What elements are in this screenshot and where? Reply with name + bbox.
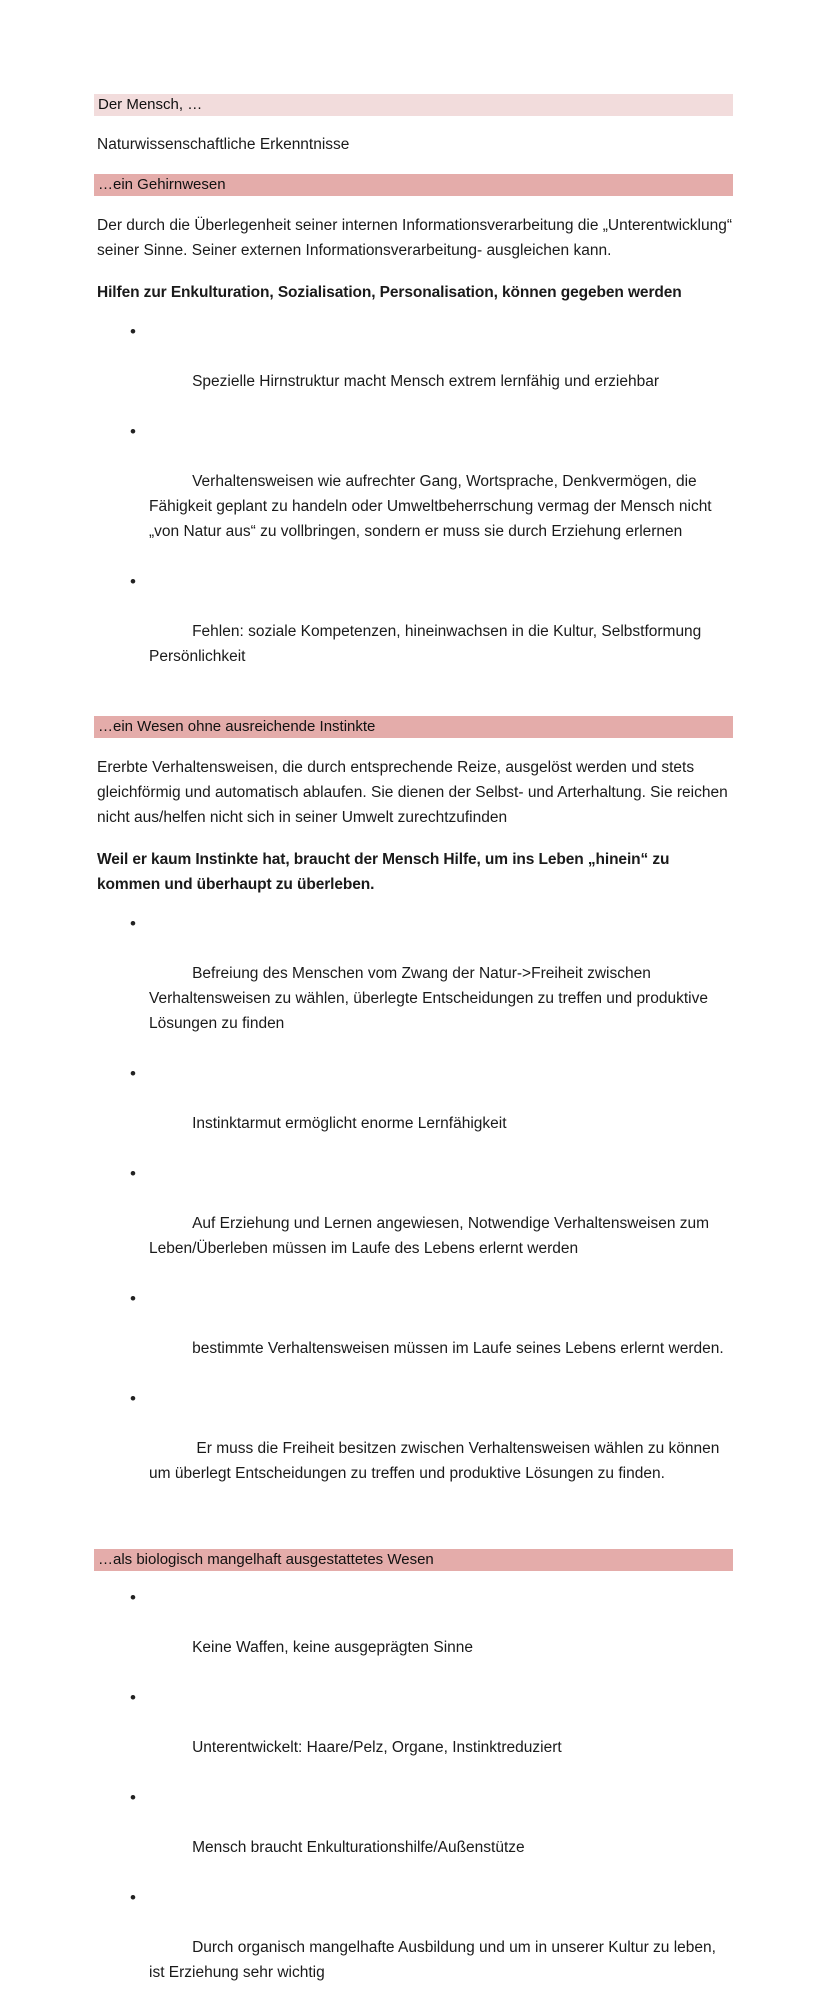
list-item	[94, 1286, 733, 1386]
bullet-dot-icon: •	[130, 1588, 136, 1607]
list-item	[94, 1161, 733, 1286]
section-bold-statement-1: Hilfen zur Enkulturation, Sozialisation, Personalisation, können gegeben werden	[97, 284, 682, 301]
section-bullet-list-3	[94, 1585, 733, 2010]
bullet-dot-icon: •	[130, 1289, 136, 1308]
section-paragraph-1: Der durch die Überlegenheit seiner internen Informationsverarbeitung die „Unterentwicklung“ seiner Sinne. Seiner externen Informationsverarbeitung- ausgleichen kann.	[97, 217, 732, 259]
bullet-dot-icon: •	[130, 1688, 136, 1707]
list-item-text: Verhaltensweisen wie aufrechter Gang, Wortsprache, Denkvermögen, die Fähigkeit geplant zu handeln oder Umweltbeherrschung vermag der Mensch nicht „von Natur aus“ zu vollbringen, sondern er muss sie durch Erziehung erlernen	[149, 473, 716, 540]
bullet-dot-icon: •	[130, 1064, 136, 1083]
list-item	[94, 1885, 733, 2010]
document-subtitle: Naturwissenschaftliche Erkenntnisse	[97, 136, 350, 153]
list-item-text: Befreiung des Menschen vom Zwang der Natur->Freiheit zwischen Verhaltensweisen zu wählen, überlegte Entscheidungen zu treffen und produktive Lösungen zu finden	[149, 965, 713, 1032]
list-item-text: Unterentwickelt: Haare/Pelz, Organe, Instinktreduziert	[192, 1739, 562, 1756]
list-item-text: Instinktarmut ermöglicht enorme Lernfähigkeit	[192, 1115, 507, 1132]
section-gehirnwesen	[94, 174, 733, 694]
list-item	[94, 1785, 733, 1885]
list-item-text: Keine Waffen, keine ausgeprägten Sinne	[192, 1639, 474, 1656]
section-paragraph-2: Ererbte Verhaltensweisen, die durch entsprechende Reize, ausgelöst werden und stets gleichförmig und automatisch ablaufen. Sie dienen der Selbst- und Arterhaltung. Sie reichen nicht aus/helfen nicht sich in seiner Umwelt zurechtzufinden	[97, 759, 728, 826]
bullet-dot-icon: •	[130, 914, 136, 933]
list-item-text: Durch organisch mangelhafte Ausbildung und um in unserer Kultur zu leben, ist Erziehung sehr wichtig	[149, 1939, 721, 1981]
document-content	[94, 94, 733, 2010]
list-item-text: Er muss die Freiheit besitzen zwischen Verhaltensweisen wählen zu können um überlegt Entscheidungen zu treffen und produktive Lösungen zu finden.	[149, 1440, 724, 1482]
section-bullet-list-1	[94, 319, 733, 694]
section-ohne-instinkte	[94, 716, 733, 1511]
list-item	[94, 569, 733, 694]
list-item	[94, 911, 733, 1061]
bullet-dot-icon: •	[130, 1788, 136, 1807]
section-bullet-list-2	[94, 911, 733, 1511]
list-item-text: Mensch braucht Enkulturationshilfe/Außenstütze	[192, 1839, 525, 1856]
list-item	[94, 419, 733, 569]
list-item	[94, 319, 733, 419]
list-item-text: Auf Erziehung und Lernen angewiesen, Notwendige Verhaltensweisen zum Leben/Überleben müssen im Laufe des Lebens erlernt werden	[149, 1215, 714, 1257]
bullet-dot-icon: •	[130, 422, 136, 441]
list-item	[94, 1685, 733, 1785]
list-item-text: bestimmte Verhaltensweisen müssen im Laufe seines Lebens erlernt werden.	[192, 1340, 724, 1357]
list-item	[94, 1061, 733, 1161]
bullet-dot-icon: •	[130, 322, 136, 341]
bullet-dot-icon: •	[130, 572, 136, 591]
list-item-text: Spezielle Hirnstruktur macht Mensch extrem lernfähig und erziehbar	[192, 373, 660, 390]
spacer	[94, 1511, 733, 1549]
section-heading-1: …ein Gehirnwesen	[94, 174, 733, 196]
list-item	[94, 1585, 733, 1685]
document-title-band: Der Mensch, …	[94, 94, 733, 116]
list-item	[94, 1386, 733, 1511]
section-heading-3: …als biologisch mangelhaft ausgestattetes Wesen	[94, 1549, 733, 1571]
section-heading-2: …ein Wesen ohne ausreichende Instinkte	[94, 716, 733, 738]
bullet-dot-icon: •	[130, 1389, 136, 1408]
section-bold-statement-2: Weil er kaum Instinkte hat, braucht der Mensch Hilfe, um ins Leben „hinein“ zu kommen und überhaupt zu überleben.	[97, 851, 670, 893]
spacer	[94, 694, 733, 716]
bullet-dot-icon: •	[130, 1164, 136, 1183]
section-biologisch-mangelhaft	[94, 1549, 733, 2010]
bullet-dot-icon: •	[130, 1888, 136, 1907]
list-item-text: Fehlen: soziale Kompetenzen, hineinwachsen in die Kultur, Selbstformung Persönlichkeit	[149, 623, 706, 665]
